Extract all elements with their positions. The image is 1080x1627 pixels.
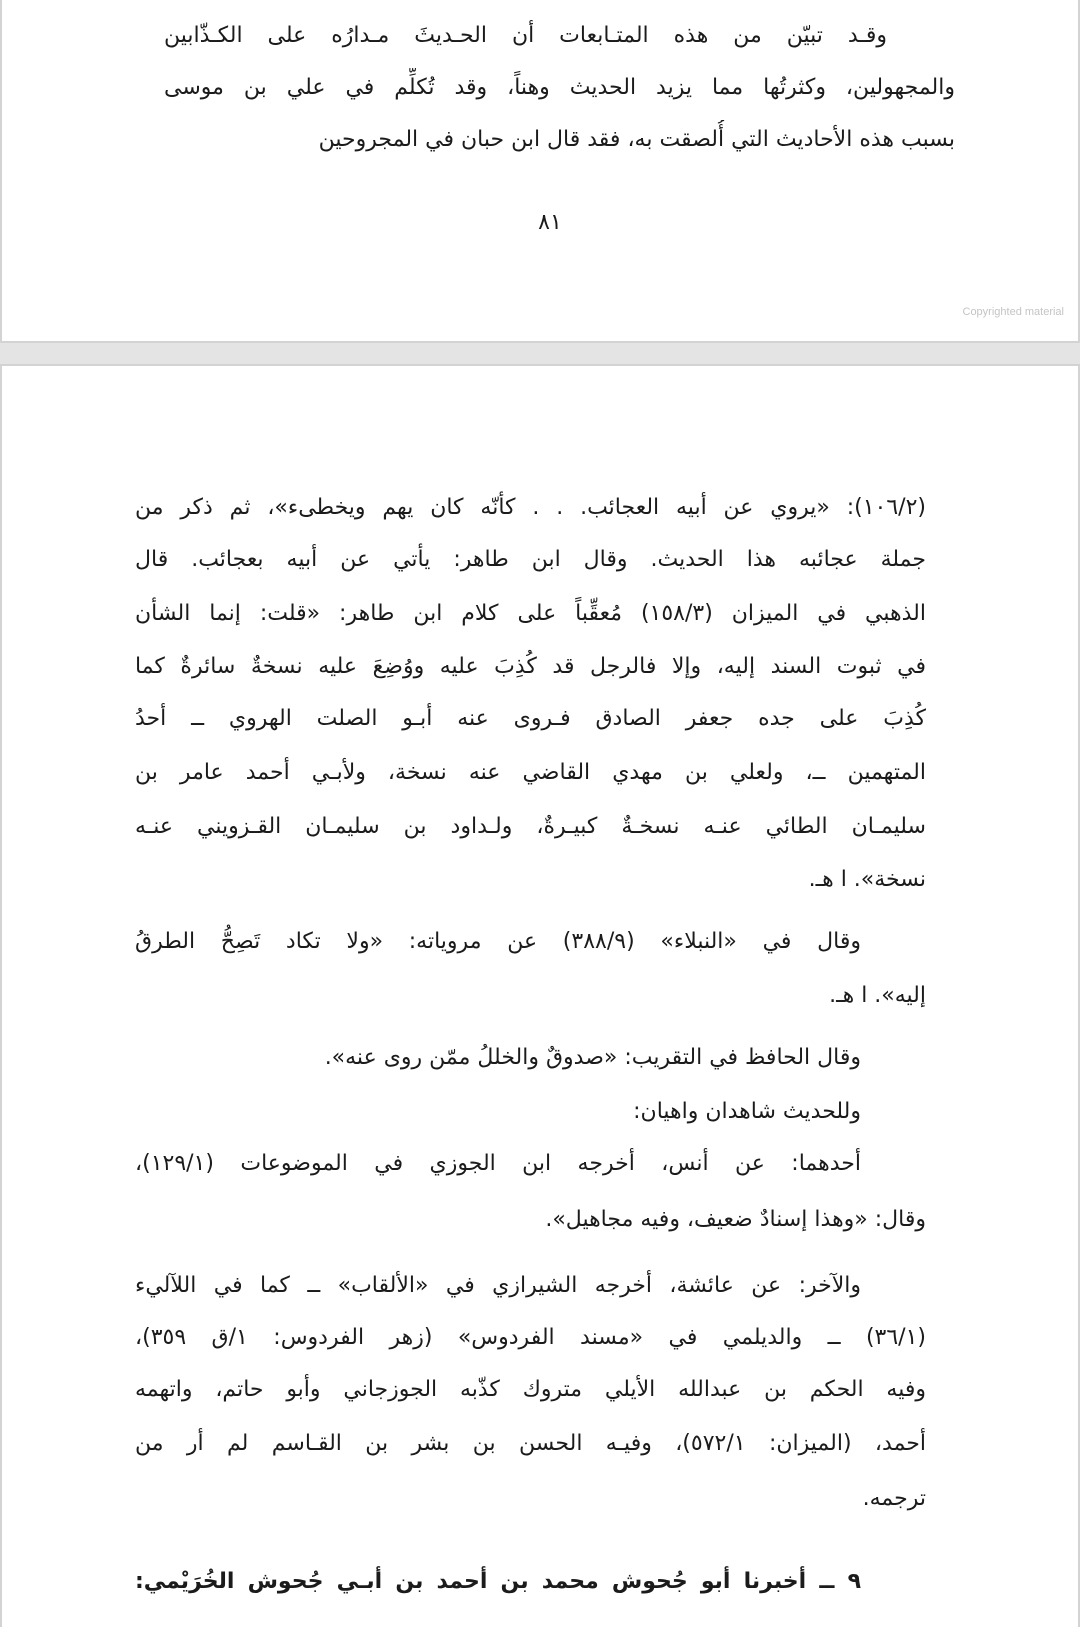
text-line: سليمـان الطائي عنـه نسخـةٌ كبيـرةٌ، ولـداود بن سليمـان القـزويني عنـه <box>135 814 926 839</box>
text-line: وقـد تبيّن من هذه المتـابعات أن الحـديثَ مـدارُه على الكـذّابين <box>164 23 887 48</box>
text-line: نسخة». ا هـ. <box>808 867 926 892</box>
text-line: أحدهما: عن أنس، أخرجه ابن الجوزي في الموضوعات (١٢٩/١)، <box>135 1151 861 1176</box>
text-line: والآخر: عن عائشة، أخرجه الشيرازي في «الألقاب» ــ كما في اللآليء <box>135 1273 861 1298</box>
text-line: وقال: «وهذا إسنادٌ ضعيف، وفيه مجاهيل». <box>545 1207 926 1232</box>
page-number: ٨١ <box>538 210 562 235</box>
text-line: أحمد، (الميزان: ٥٧٢/١)، وفيـه الحسن بن بشر بن القـاسم لم أر من <box>135 1431 926 1456</box>
text-line: (١٠٦/٢): «يروي عن أبيه العجائب. . . كأنّه كان يهم ويخطىء»، ثم ذكر من <box>135 495 926 520</box>
text-line: الذهبي في الميزان (١٥٨/٣) مُعقِّباً على كلام ابن طاهر: «قلت: إنما الشأن <box>135 601 926 626</box>
text-line: وفيه الحكم بن عبدالله الأيلي متروك كذّبه الجوزجاني وأبو حاتم، واتهمه <box>135 1377 926 1402</box>
text-line: في ثبوت السند إليه، وإلا فالرجل قد كُذِبَ عليه ووُضِعَ عليه نسخةٌ سائرةٌ كما <box>135 654 926 679</box>
text-line: (٣٦/١) ــ والديلمي في «مسند الفردوس» (زهر الفردوس: ١/ق ٣٥٩)، <box>135 1325 926 1350</box>
text-line: كُذِبَ على جده جعفر الصادق فـروى عنه أبـو الصلت الهروي ــ أحدُ <box>135 706 926 731</box>
text-line: ترجمه. <box>862 1486 926 1511</box>
text-line: وللحديث شاهدان واهيان: <box>633 1099 861 1124</box>
text-line: وقال في «النبلاء» (٣٨٨/٩) عن مروياته: «ولا تكاد تَصِحُّ الطرقُ <box>135 929 861 954</box>
hadith-heading-line: ٩ ــ أخبرنا أبو جُحوش محمد بن أحمد بن أبـي جُحوش الخُرَيْمي: <box>135 1569 861 1594</box>
copyright-watermark: Copyrighted material <box>962 306 1064 318</box>
text-line: جملة عجائبه هذا الحديث. وقال ابن طاهر: يأتي عن أبيه بعجائب. قال <box>135 547 926 572</box>
text-line: إليه». ا هـ. <box>829 983 926 1008</box>
text-line: وقال الحافظ في التقريب: «صدوقٌ والخللُ ممّن روى عنه». <box>324 1045 861 1070</box>
text-line: بسبب هذه الأحاديث التي أُلصقت به، فقد قال ابن حبان في المجروحين <box>318 127 955 152</box>
text-line: والمجهولين، وكثرتُها مما يزيد الحديث وهناً، وقد تُكلِّم في علي بن موسى <box>164 75 955 100</box>
text-line: المتهمين ــ، ولعلي بن مهدي القاضي عنه نسخة، ولأبـي أحمد عامر بن <box>135 760 926 785</box>
